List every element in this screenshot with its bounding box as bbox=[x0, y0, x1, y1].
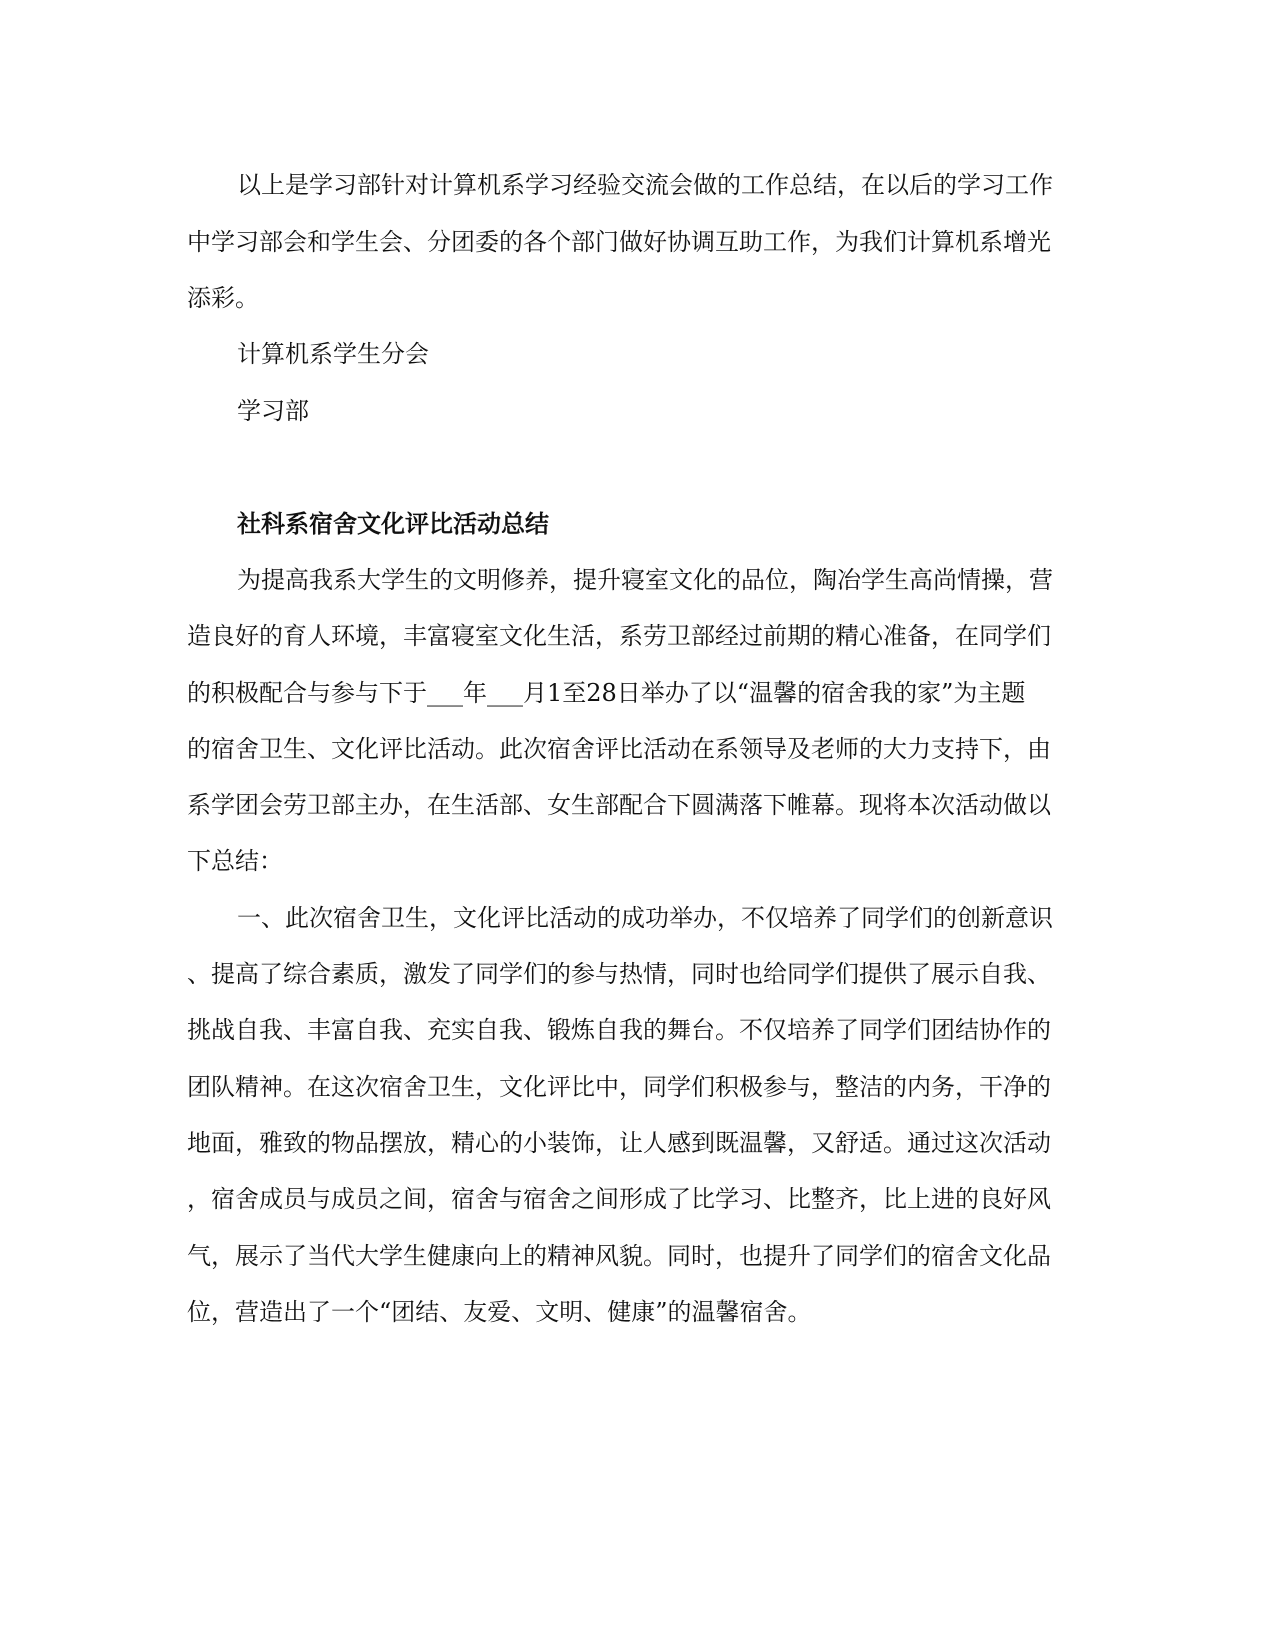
paragraph-line: ，宿舍成员与成员之间，宿舍与宿舍之间形成了比学习、比整齐，比上进的良好风 bbox=[187, 1185, 1051, 1213]
paragraph-line: 为提高我系大学生的文明修养，提升寝室文化的品位，陶冶学生高尚情操，营 bbox=[237, 566, 1053, 594]
signature-org: 计算机系学生分会 bbox=[237, 340, 429, 368]
section-title: 社科系宿舍文化评比活动总结 bbox=[237, 509, 549, 538]
paragraph-line: 位，营造出了一个“团结、友爱、文明、健康”的温馨宿舍。 bbox=[187, 1298, 812, 1326]
paragraph-line: 的积极配合与参与下于___年___月1至28日举办了以“温馨的宿舍我的家”为主题 bbox=[187, 679, 1026, 707]
paragraph-line: 造良好的育人环境，丰富寝室文化生活，系劳卫部经过前期的精心准备，在同学们 bbox=[187, 622, 1051, 650]
paragraph-line: 团队精神。在这次宿舍卫生，文化评比中，同学们积极参与，整洁的内务，干净的 bbox=[187, 1073, 1051, 1101]
paragraph-line: 下总结： bbox=[187, 847, 283, 875]
paragraph-line: 中学习部会和学生会、分团委的各个部门做好协调互助工作，为我们计算机系增光 bbox=[187, 228, 1051, 256]
paragraph-line: 挑战自我、丰富自我、充实自我、锻炼自我的舞台。不仅培养了同学们团结协作的 bbox=[187, 1016, 1051, 1044]
paragraph-line: 的宿舍卫生、文化评比活动。此次宿舍评比活动在系领导及老师的大力支持下，由 bbox=[187, 735, 1051, 763]
paragraph-line: 地面，雅致的物品摆放，精心的小装饰，让人感到既温馨，又舒适。通过这次活动 bbox=[187, 1129, 1051, 1157]
paragraph-line: 、提高了综合素质，激发了同学们的参与热情，同时也给同学们提供了展示自我、 bbox=[187, 960, 1051, 988]
signature-dept: 学习部 bbox=[237, 397, 309, 425]
paragraph-line: 添彩。 bbox=[187, 284, 259, 312]
paragraph-line: 气，展示了当代大学生健康向上的精神风貌。同时，也提升了同学们的宿舍文化品 bbox=[187, 1242, 1051, 1270]
paragraph-line: 系学团会劳卫部主办，在生活部、女生部配合下圆满落下帷幕。现将本次活动做以 bbox=[187, 791, 1051, 819]
paragraph-line: 一、此次宿舍卫生，文化评比活动的成功举办，不仅培养了同学们的创新意识 bbox=[237, 904, 1053, 932]
paragraph-line: 以上是学习部针对计算机系学习经验交流会做的工作总结，在以后的学习工作 bbox=[237, 171, 1053, 199]
